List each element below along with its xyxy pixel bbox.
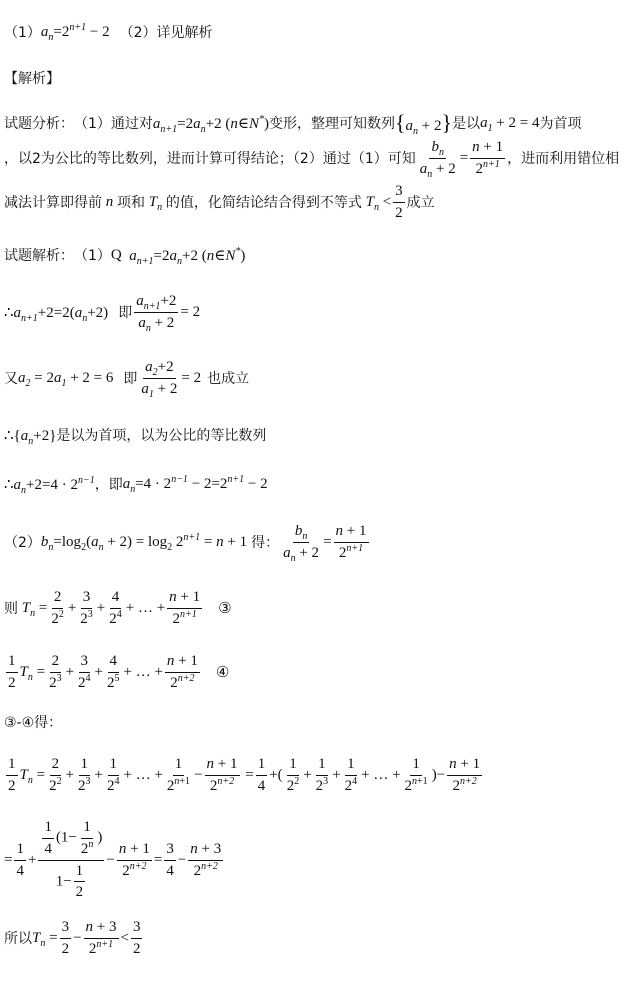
analysis-text: 是以	[452, 116, 481, 132]
sum-line-3: 则 $T_n$ = $\frac{2}{2^2}$ + $\frac{3}{2^3}$ + $\frac{4}{2^4}$ + … + $\frac{n + 1}{2^{n+1}}$ ③	[4, 589, 232, 627]
sequence-formula: $\{a_n + 2\}$	[394, 110, 453, 137]
section-heading: 【解析】	[4, 71, 60, 87]
difference-line: $\frac{1}{2}$ $T_n$ = $\frac{2}{2^2}$ + $\frac{1}{2^3}$ + $\frac{1}{2^4}$ + … + $\frac{1}{2^{n+1}}$ − $\frac{n + 1}{2^{n+2}}$ = $\frac{1}{4}$ +( $\frac{1}{2^2}$ + $\frac{1}{2^3}$ + $\frac{1}{2^4}$ + … + $\frac{1}{2^{n+1}}$ )− $\frac{n + 1}{2^{n+2}}$	[8, 756, 481, 794]
analysis-text: 成立	[406, 195, 435, 212]
analysis-text: 减法计算即得前	[4, 195, 102, 212]
text: 即	[123, 371, 138, 388]
analysis-text: 为首项	[539, 116, 582, 132]
text: 所以	[4, 931, 32, 948]
analysis-text: ，以2为公比的等比数列，进而计算可得结论；（2）通过（1）可知	[4, 151, 416, 168]
recurrence-formula: $a_{n+1}=2a_n+2$ (n∈N*)	[152, 113, 269, 135]
text: 即	[118, 305, 133, 322]
solution-line-3: 又 $a_2 = 2a_1 + 2 = 6$ 即 $\frac{a_2+2}{a_1 + 2}$ = 2 也成立	[4, 359, 250, 400]
fraction: $\frac{n + 1}{2^{n+1}}$	[335, 523, 367, 561]
analysis-text: 项和	[117, 195, 145, 212]
text: ，即	[94, 477, 123, 493]
fraction: $\frac{a_2+2}{a_1 + 2}$	[141, 359, 178, 400]
analysis-text: 变形，整理可知数列	[268, 116, 395, 132]
text: 则	[4, 601, 18, 618]
analysis-label: 试题分析：	[4, 116, 74, 132]
analysis-text: 的值，化简结论结合得到不等式	[165, 195, 362, 212]
solution-line-6: （2） $b_n=\log_2(a_n + 2) = \log_2 2^{n+1} = n + 1$ 得： $\frac{b_n}{a_n + 2}$ = $\frac{n + 1}{2^{n+1}}$	[4, 523, 367, 564]
sum-line-4: $\frac{1}{2}$ $T_n$ = $\frac{2}{2^3}$ + $\frac{3}{2^4}$ + $\frac{4}{2^5}$ + … + $\frac{n + 1}{2^{n+2}}$ ④	[8, 653, 230, 691]
text: 得：	[251, 535, 280, 552]
solution-line-4: $\therefore\{a_n+2\}$ 是以为首项，以为公比的等比数列	[4, 425, 266, 445]
analysis-line-1	[4, 110, 582, 136]
answer-line	[4, 22, 213, 42]
answer-part2: （2）详见解析	[119, 25, 213, 41]
fraction: $\frac{3}{2}$	[395, 183, 403, 221]
solution-line-2: $\therefore a_{n+1}+2=2(a_n+2)$ 即 $\frac{a_{n+1}+2}{a_n + 2}$ = 2	[4, 293, 201, 334]
solution-line-1: 试题解析： （1） Q $a_{n+1}=2a_n+2$ (n∈N*)	[4, 245, 246, 267]
part-label: （1）	[74, 248, 111, 264]
fraction: $\frac{b_n}{a_n + 2}$	[419, 139, 456, 180]
equation-marker: ③	[218, 599, 232, 618]
answer-formula: $a_n=2^{n+1} - 2$	[40, 21, 110, 43]
solution-line-5: $\therefore a_n+2=4 \cdot 2^{n-1}$ ，即 $a_n=4 \cdot 2^{n-1} - 2=2^{n+1} - 2$	[4, 473, 268, 496]
solution-label: 试题解析：	[4, 248, 74, 264]
text: 是以为首项，以为公比的等比数列	[56, 428, 267, 444]
analysis-line-2: ，以2为公比的等比数列，进而计算可得结论；（2）通过（1）可知 $\frac{b_n}{a_n + 2}$ = $\frac{n + 1}{2^{n+1}}$ ，进而利用错位相	[4, 139, 620, 180]
simplify-line: = $\frac{1}{4}$ + $\frac{1}{4}$ (1− $\frac{1}{2^n}$ ) 1− $\frac{1}{2}$ − $\frac{n + 1}{2^{n+2}}$ = $\frac{3}{4}$ − $\frac{n + 3}{2^{n+2}}$	[4, 819, 222, 901]
answer-part1-label: （1）	[4, 25, 41, 41]
fraction: $\frac{b_n}{a_n + 2}$	[283, 523, 320, 564]
part-label: （2）	[4, 535, 41, 552]
because-symbol: Q	[110, 246, 122, 263]
conclusion-line: 所以 $T_n$ = $\frac{3}{2}$ − $\frac{n + 3}{2^{n+1}}$ < $\frac{3}{2}$	[4, 919, 141, 957]
fraction: $\frac{n + 1}{2^{n+1}}$	[472, 139, 504, 177]
analysis-line-3: 减法计算即得前 n 项和 $T_n$ 的值，化简结论结合得到不等式 $T_n$ < $\frac{3}{2}$ 成立	[4, 183, 435, 221]
text: 又	[4, 371, 18, 388]
analysis-text: （1）通过对	[74, 116, 153, 132]
fraction: $\frac{a_{n+1}+2}{a_n + 2}$	[136, 293, 177, 334]
text: 也成立	[207, 371, 250, 388]
first-term-formula: $a_1 + 2 = 4$	[480, 114, 540, 134]
subtract-label: ③-④得：	[4, 715, 63, 731]
equation-marker: ④	[215, 663, 230, 682]
geometric-sum-fraction: $\frac{1}{4}$ (1− $\frac{1}{2^n}$ ) 1− $\frac{1}{2}$	[38, 818, 104, 902]
analysis-text: ，进而利用错位相	[507, 151, 620, 168]
